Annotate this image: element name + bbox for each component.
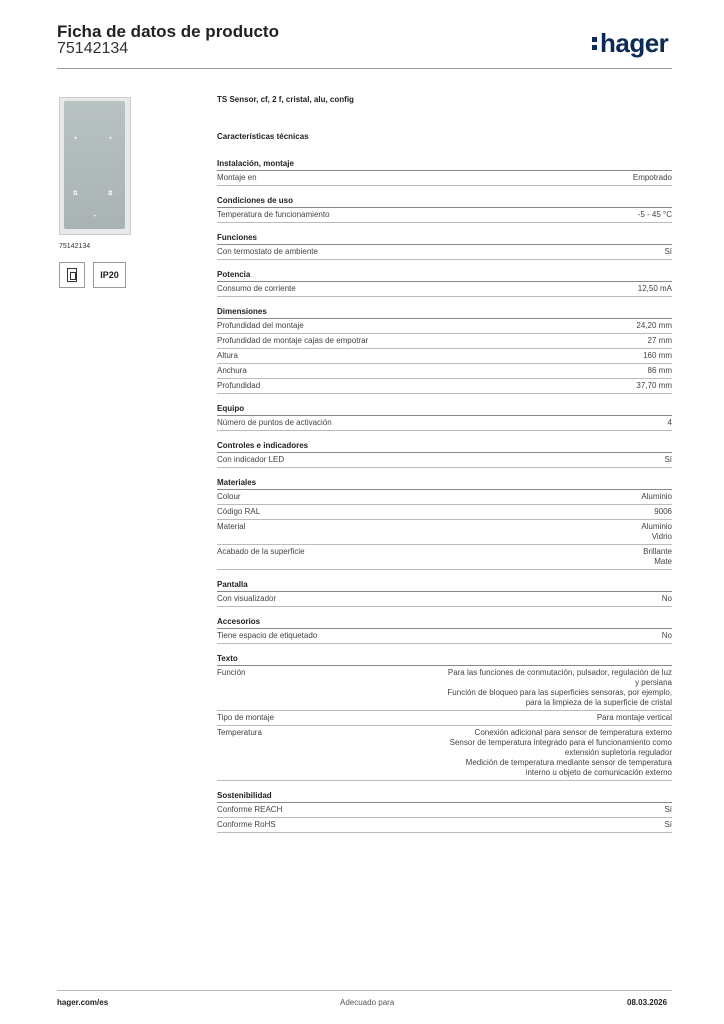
spec-row	[217, 319, 672, 334]
spec-group-title: Pantalla	[217, 580, 672, 592]
spec-value	[641, 522, 672, 542]
spec-row	[217, 282, 672, 297]
spec-group-title: Dimensiones	[217, 307, 672, 319]
spec-group	[217, 270, 672, 297]
led-icon: •	[93, 213, 97, 220]
spec-value	[664, 820, 672, 830]
spec-label: Con visualizador	[217, 594, 277, 603]
spec-label: Material	[217, 522, 246, 531]
spec-row	[217, 490, 672, 505]
spec-value-line: Conexión adicional para sensor de temperatura externo	[474, 728, 672, 737]
spec-value-line: 4	[667, 418, 672, 427]
spec-label: Profundidad	[217, 381, 261, 390]
spec-value	[636, 381, 672, 391]
spec-label: Anchura	[217, 366, 247, 375]
spec-value	[643, 547, 672, 567]
spec-group	[217, 617, 672, 644]
spec-value-line: Medición de temperatura mediante sensor de temperatura	[465, 758, 672, 767]
spec-value-line: 86 mm	[647, 366, 672, 375]
spec-label: Tipo de montaje	[217, 713, 275, 722]
spec-value	[638, 210, 672, 220]
sensor-symbol-icon: ✦	[73, 135, 79, 142]
spec-row	[217, 364, 672, 379]
spec-label: Con termostato de ambiente	[217, 247, 318, 256]
product-number: 75142134	[57, 40, 129, 57]
spec-group	[217, 441, 672, 468]
image-caption: 75142134	[59, 243, 91, 250]
spec-value-line: 24,20 mm	[636, 321, 672, 330]
spec-label: Con indicador LED	[217, 455, 285, 464]
spec-row	[217, 505, 672, 520]
spec-value	[648, 336, 672, 346]
spec-value-line: y persiana	[635, 678, 672, 687]
spec-label: Altura	[217, 351, 238, 360]
logo-text: hager	[600, 28, 669, 58]
spec-value	[664, 247, 672, 257]
spec-value	[664, 455, 672, 465]
spec-group	[217, 307, 672, 394]
spec-row	[217, 711, 672, 726]
flush-mounting-icon	[59, 262, 85, 288]
spec-value-line: -5 - 45 °C	[637, 210, 672, 219]
spec-group	[217, 233, 672, 260]
spec-group	[217, 580, 672, 607]
hager-logo	[592, 28, 668, 59]
spec-group-title: Controles e indicadores	[217, 441, 672, 453]
spec-row	[217, 629, 672, 644]
spec-value-line: Para montaje vertical	[596, 713, 672, 722]
spec-label: Consumo de corriente	[217, 284, 296, 293]
spec-group-title: Potencia	[217, 270, 672, 282]
spec-value-line: Sensor de temperatura integrado para el funcionamiento como	[449, 738, 672, 747]
spec-group	[217, 654, 672, 781]
spec-value	[668, 418, 672, 428]
spec-value	[633, 173, 672, 183]
sensor-symbol-icon: ◘	[73, 190, 78, 197]
spec-groups	[217, 159, 672, 833]
spec-label: Montaje en	[217, 173, 257, 182]
spec-label: Conforme REACH	[217, 805, 283, 814]
ip-rating-badge: IP20	[93, 262, 126, 288]
spec-group-title: Sostenibilidad	[217, 791, 672, 803]
spec-group-title: Texto	[217, 654, 672, 666]
spec-value-line: Sí	[664, 805, 672, 814]
spec-row	[217, 208, 672, 223]
spec-value-line: Sí	[664, 455, 672, 464]
spec-value-line: extensión supletoria regulador	[564, 748, 672, 757]
spec-row	[217, 453, 672, 468]
spec-value-line: 9006	[654, 507, 672, 516]
spec-value-line: Empotrado	[632, 173, 672, 182]
spec-group	[217, 196, 672, 223]
spec-label: Función	[217, 668, 246, 677]
spec-row	[217, 416, 672, 431]
spec-label: Colour	[217, 492, 241, 501]
spec-value-line: No	[661, 631, 672, 640]
spec-row	[217, 592, 672, 607]
spec-value-line: Sí	[664, 247, 672, 256]
spec-value-line: Sí	[664, 820, 672, 829]
spec-label: Profundidad del montaje	[217, 321, 304, 330]
spec-value	[450, 728, 672, 778]
spec-value	[641, 492, 672, 502]
spec-group-title: Funciones	[217, 233, 672, 245]
footer-suitable: Adecuado para	[340, 998, 395, 1007]
spec-value	[636, 321, 672, 331]
spec-row	[217, 379, 672, 394]
sensor-panel-illustration	[64, 101, 125, 229]
spec-group-title: Materiales	[217, 478, 672, 490]
spec-group-title: Condiciones de uso	[217, 196, 672, 208]
spec-label: Temperatura de funcionamiento	[217, 210, 330, 219]
logo-dots-icon	[592, 37, 598, 53]
footer-divider	[57, 990, 672, 991]
spec-row	[217, 349, 672, 364]
page-title: Ficha de datos de producto	[57, 22, 279, 41]
spec-content	[217, 95, 672, 843]
spec-label: Tiene espacio de etiquetado	[217, 631, 318, 640]
spec-value-line: 27 mm	[647, 336, 672, 345]
product-name: TS Sensor, cf, 2 f, cristal, alu, config	[217, 95, 354, 104]
spec-value-line: 37,70 mm	[636, 381, 672, 390]
spec-row	[217, 171, 672, 186]
spec-value-line: Vidrio	[651, 532, 672, 541]
spec-group-title: Equipo	[217, 404, 672, 416]
spec-group	[217, 159, 672, 186]
spec-value-line: Aluminio	[641, 492, 672, 501]
spec-value	[648, 366, 672, 376]
spec-group-title: Instalación, montaje	[217, 159, 672, 171]
spec-row	[217, 818, 672, 833]
spec-value	[664, 805, 672, 815]
spec-value	[662, 594, 672, 604]
spec-row	[217, 520, 672, 545]
spec-value-line: Brillante	[643, 547, 672, 556]
spec-row	[217, 726, 672, 781]
spec-row	[217, 803, 672, 818]
spec-value	[638, 284, 672, 294]
spec-row	[217, 245, 672, 260]
spec-group	[217, 404, 672, 431]
spec-row	[217, 334, 672, 349]
spec-value-line: Para las funciones de conmutación, pulsador, regulación de luz	[447, 668, 672, 677]
spec-value	[662, 631, 672, 641]
spec-group-title: Accesorios	[217, 617, 672, 629]
spec-label: Código RAL	[217, 507, 261, 516]
spec-value	[654, 507, 672, 517]
spec-value-line: Aluminio	[641, 522, 672, 531]
spec-label: Temperatura	[217, 728, 262, 737]
spec-group	[217, 478, 672, 570]
footer-website: hager.com/es	[57, 998, 109, 1007]
spec-label: Conforme RoHS	[217, 820, 276, 829]
section-title: Características técnicas	[217, 132, 309, 141]
product-image	[59, 97, 131, 235]
spec-value-line: interno u objeto de comunicación externo	[525, 768, 672, 777]
sensor-symbol-icon: ✦	[108, 135, 114, 142]
spec-label: Acabado de la superficie	[217, 547, 305, 556]
header-divider	[57, 68, 672, 69]
sensor-symbol-icon: ◘	[108, 190, 113, 197]
spec-value-line: No	[661, 594, 672, 603]
spec-value-line: 160 mm	[643, 351, 672, 360]
spec-value-line: para la limpieza de la superficie de cristal	[525, 698, 672, 707]
spec-value-line: Función de bloqueo para las superficies sensoras, por ejemplo,	[447, 688, 672, 697]
spec-label: Profundidad de montaje cajas de empotrar	[217, 336, 369, 345]
spec-label: Número de puntos de activación	[217, 418, 332, 427]
spec-value	[643, 351, 672, 361]
spec-group	[217, 791, 672, 833]
spec-value-line: Mate	[654, 557, 672, 566]
spec-value-line: 12,50 mA	[637, 284, 672, 293]
spec-row	[217, 545, 672, 570]
spec-row	[217, 666, 672, 711]
spec-value	[447, 668, 672, 708]
spec-value	[597, 713, 672, 723]
footer-date: 08.03.2026	[627, 998, 668, 1007]
